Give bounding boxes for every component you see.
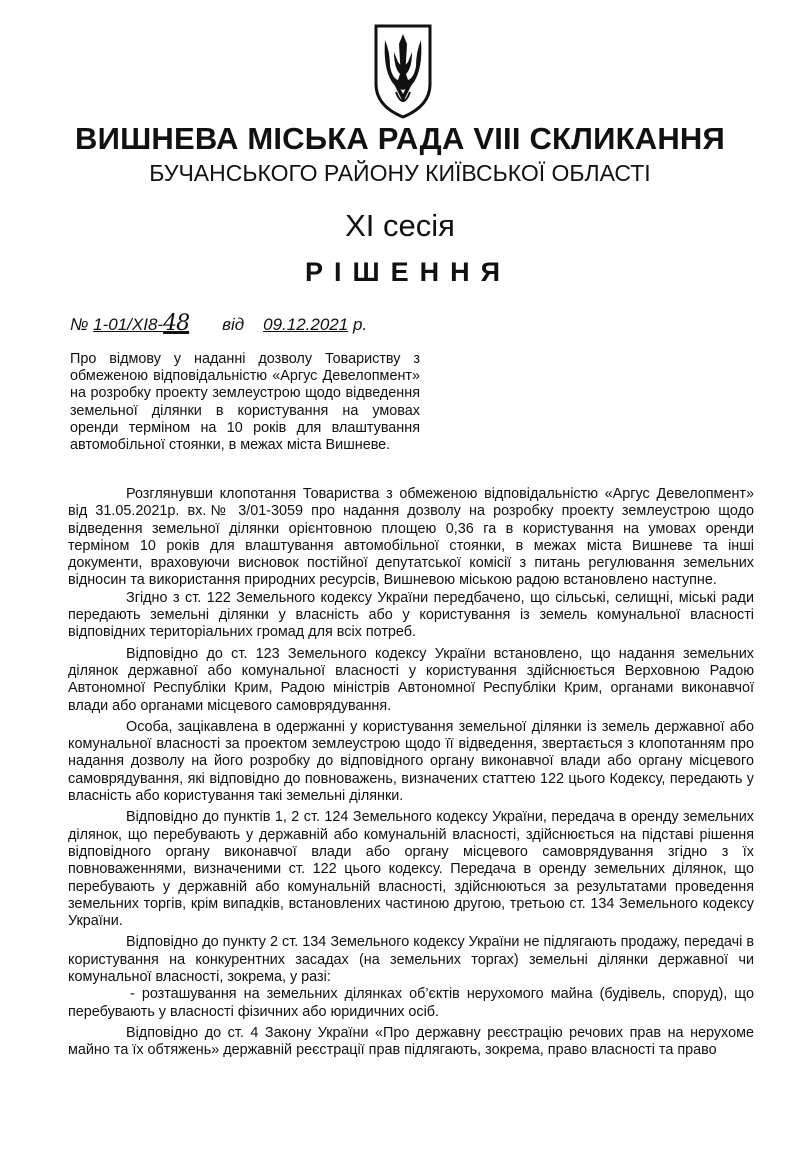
body-paragraph: Відповідно до ст. 123 Земельного кодексу України встановлено, що надання земельних ділянок державної або комунальної власності у користування здійснюється Верховною Радою Автономної Республіки Крим, Радою міністрів Автономної Республіки Крим, органами виконавчої влади або органами місцевого самоврядування. [68, 645, 754, 714]
session-title: XI сесія [345, 208, 455, 243]
body-paragraph: Розглянувши клопотання Товариства з обмеженою відповідальністю «Аргус Девелопмент» від 31.05.2021р. вх.№ 3/01-3059 про надання дозволу на розробку проекту землеустрою щодо відведення земельної ділянки орієнтовною площею 0,36 га в користування на умовах оренди терміном 10 років для влаштування автомобільної стоянки, в межах міста Вишневе та інші документи, враховуючи висновок постійної депутатської комісії з питань регулювання земельних відносин та використання природних ресурсів, Вишневою міською радою встановлено наступне. [68, 486, 754, 589]
trident-coat-of-arms-icon [372, 22, 434, 120]
council-name: ВИШНЕВА МІСЬКА РАДА VIII СКЛИКАННЯ [75, 121, 725, 156]
body-paragraph: Відповідно до пункту 2 ст. 134 Земельного кодексу України не підлягають продажу, передачі в користування на конкурентних засадах (на земельних торгах) земельні ділянки державної чи комунальної власності, зокрема, у разі: [68, 934, 754, 986]
number-label: № [70, 315, 89, 334]
decision-body [68, 486, 754, 1060]
decision-number-prefix: 1-01/XI8- [93, 315, 164, 334]
body-list-item: - розташування на земельних ділянках об’єктів нерухомого майна (будівель, споруд), що перебувають у власності фізичних або юридичних осіб. [68, 986, 754, 1020]
body-paragraph: Відповідно до ст. 4 Закону України «Про державну реєстрацію речових прав на нерухоме майно та їх обтяжень» державній реєстрації прав підлягають, зокрема, право власності та право [68, 1024, 754, 1059]
body-paragraph: Відповідно до пунктів 1, 2 ст. 124 Земельного кодексу України, передача в оренду земельних ділянок, що перебувають у державній або комунальній власності, здійснюється на підставі рішення відповідного органу виконавчої влади або органу місцевого самоврядування згідно з їх повноваженнями, визначеними ст. 122 цього кодексу. Передача в оренду земельних ділянок, що перебувають у державній або комунальній власності, здійснюються за результатами проведення земельних торгів, крім випадків, встановлених частиною другою, третьою ст. 134 Земельного кодексу України. [68, 809, 754, 930]
document-type-title: РІШЕННЯ [304, 257, 512, 287]
decision-number [93, 311, 190, 336]
handwritten-number: 48 [163, 311, 190, 336]
decision-date: 09.12.2021 [263, 315, 349, 334]
date-suffix: р. [352, 315, 368, 334]
body-paragraph: Особа, зацікавлена в одержанні у користування земельної ділянки із земель державної або комунальної власності за проектом землеустрою щодо її відведення, звертається з клопотанням про надання дозволу на його розробку до відповідного органу виконавчої влади або органу місцевого самоврядування, які відповідно до повноважень, визначених статтею 122 цього Кодексу, передають у власність або користування такі земельні ділянки. [68, 718, 754, 805]
decision-subject: Про відмову у наданні дозволу Товариству з обмеженою відповідальністю «Аргус Девелопмент» на розробку проекту землеустрою щодо відведення земельної ділянки в користування на умовах оренди терміном на 10 років для влаштування автомобільної стоянки, в межах міста Вишневе. [70, 351, 420, 454]
date-label: від [222, 315, 245, 334]
district-name: БУЧАНСЬКОГО РАЙОНУ КИЇВСЬКОЇ ОБЛАСТІ [149, 160, 651, 186]
decision-number-line [70, 312, 367, 337]
body-paragraph: Згідно з ст. 122 Земельного кодексу України передбачено, що сільські, селищні, міські ради передають земельні ділянки у власність або у користування із земель комунальної власності відповідних територіальних громад для всіх потреб. [68, 589, 754, 641]
